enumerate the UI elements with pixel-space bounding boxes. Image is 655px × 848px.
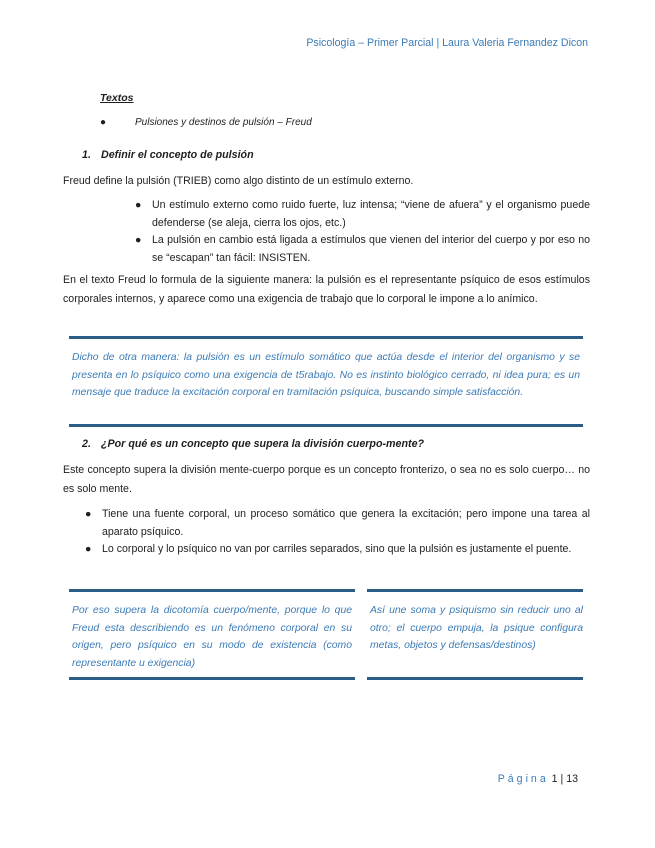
list-item — [135, 232, 590, 267]
list-item-text: La pulsión en cambio está ligada a estímulos que vienen del interior del cuerpo y por eso no se “escapan” tan fácil: INSISTEN. — [152, 234, 590, 264]
list-item — [85, 506, 590, 541]
bullet-icon: ● — [85, 508, 92, 520]
page-number: 1 | 13 — [551, 773, 578, 785]
bullet-icon: ● — [85, 543, 92, 555]
page-label: Página — [497, 773, 549, 785]
section-1-intro: Freud define la pulsión (TRIEB) como algo distinto de un estímulo externo. — [63, 175, 414, 187]
page-header: Psicología – Primer Parcial | Laura Valeria Fernandez Dicon — [306, 37, 588, 49]
textos-heading: Textos — [100, 92, 134, 104]
section-2-bullets — [85, 506, 590, 559]
section-1-number: 1. — [82, 149, 91, 161]
textos-item-text: Pulsiones y destinos de pulsión – Freud — [135, 117, 312, 128]
section-1-paragraph: En el texto Freud lo formula de la siguiente manera: la pulsión es el representante psíquico de esos estímulos corporales internos, y aparece como una exigencia de trabajo que lo corporal le impone a lo anímico. — [63, 274, 590, 305]
list-item — [135, 197, 590, 232]
bullet-icon: ● — [135, 199, 142, 211]
callout-box-right: Así une soma y psiquismo sin reducir uno al otro; el cuerpo empuja, la psique configura metas, objetos y defensas/destinos) — [367, 589, 583, 680]
callout-box-1: Dicho de otra manera: la pulsión es un estímulo somático que actúa desde el interior del organismo y se presenta en lo psíquico como una exigencia de t5rabajo. No es instinto biológico cerrado, ni idea pura; es un mensaje que traduce la excitación corporal en tramitación psíquica, buscando simple satisfacción. — [69, 336, 583, 427]
bullet-icon: ● — [135, 234, 142, 246]
section-2-title: ¿Por qué es un concepto que supera la división cuerpo-mente? — [101, 438, 425, 450]
list-item-text: Tiene una fuente corporal, un proceso somático que genera la excitación; pero impone una tarea al aparato psíquico. — [102, 508, 590, 538]
list-item-text: Lo corporal y lo psíquico no van por carriles separados, sino que la pulsión es justamente el puente. — [102, 543, 572, 555]
page-footer — [498, 773, 578, 785]
bullet-icon: ● — [100, 117, 107, 128]
textos-list-item — [100, 114, 520, 131]
list-item-text: Un estímulo externo como ruido fuerte, luz intensa; “viene de afuera” y el organismo puede defenderse (se aleja, cierra los ojos, etc.) — [152, 199, 590, 229]
section-1-bullets — [135, 197, 590, 267]
section-2-paragraph: Este concepto supera la división mente-cuerpo porque es un concepto fronterizo, o sea no es solo cuerpo… no es solo mente. — [63, 464, 590, 495]
section-2-number: 2. — [82, 438, 91, 450]
section-1-heading — [82, 149, 254, 161]
callout-box-left: Por eso supera la dicotomía cuerpo/mente, porque lo que Freud esta describiendo es un fenómeno corporal en su origen, pero psíquico en su modo de existencia (como representante u exigencia) — [69, 589, 355, 680]
list-item — [85, 541, 590, 559]
section-2-heading — [82, 438, 424, 450]
section-1-title: Definir el concepto de pulsión — [101, 149, 254, 161]
